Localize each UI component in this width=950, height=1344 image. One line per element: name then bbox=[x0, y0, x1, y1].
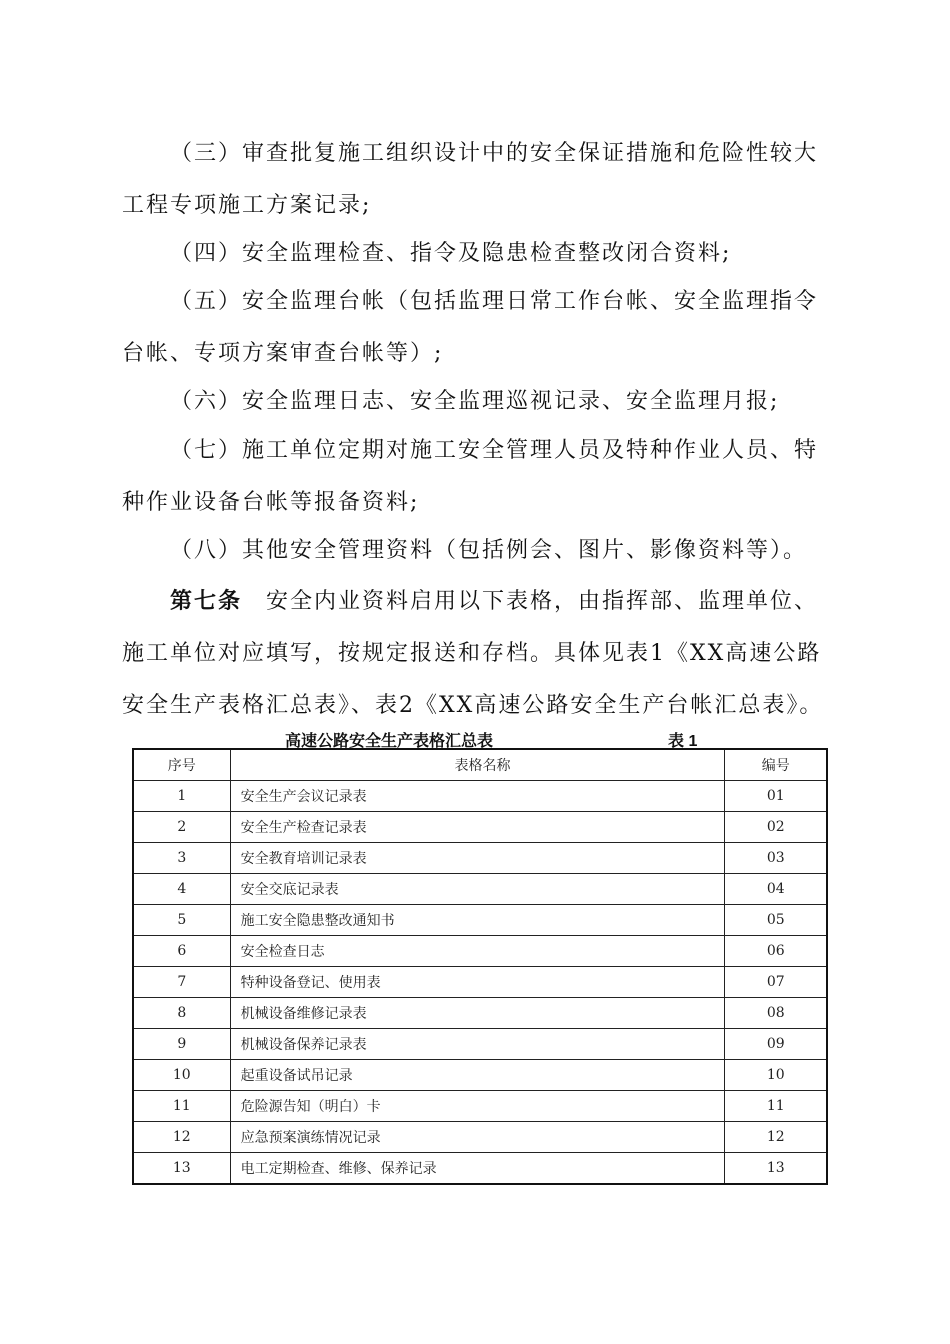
row-code: 07 bbox=[725, 967, 827, 998]
table-caption: 高速公路安全生产表格汇总表 bbox=[285, 733, 494, 750]
row-number: 5 bbox=[133, 905, 230, 936]
header-serial-number: 序号 bbox=[133, 749, 230, 781]
row-code: 09 bbox=[725, 1029, 827, 1060]
row-code: 02 bbox=[725, 812, 827, 843]
table-row bbox=[133, 843, 827, 874]
table-label: 表 1 bbox=[668, 733, 698, 750]
row-number: 3 bbox=[133, 843, 230, 874]
table-row bbox=[133, 781, 827, 812]
row-code: 06 bbox=[725, 936, 827, 967]
header-form-name: 表格名称 bbox=[230, 749, 725, 781]
row-form-name: 电工定期检查、维修、保养记录 bbox=[230, 1153, 725, 1185]
paragraph-item-6: （六）安全监理日志、安全监理巡视记录、安全监理月报; bbox=[170, 389, 780, 414]
row-number: 11 bbox=[133, 1091, 230, 1122]
row-code: 10 bbox=[725, 1060, 827, 1091]
paragraph-item-7: （七）施工单位定期对施工安全管理人员及特种作业人员、特种作业设备台帐等报备资料; bbox=[122, 438, 819, 515]
row-form-name: 安全教育培训记录表 bbox=[230, 843, 725, 874]
row-form-name: 机械设备保养记录表 bbox=[230, 1029, 725, 1060]
row-number: 2 bbox=[133, 812, 230, 843]
row-form-name: 施工安全隐患整改通知书 bbox=[230, 905, 725, 936]
paragraph-item-5: （五）安全监理台帐（包括监理日常工作台帐、安全监理指令台帐、专项方案审查台帐等）; bbox=[122, 289, 819, 366]
table-row bbox=[133, 1060, 827, 1091]
paragraph-item-3: （三）审查批复施工组织设计中的安全保证措施和危险性较大工程专项施工方案记录; bbox=[122, 141, 819, 218]
row-form-name: 安全检查日志 bbox=[230, 936, 725, 967]
row-form-name: 危险源告知（明白）卡 bbox=[230, 1091, 725, 1122]
row-number: 9 bbox=[133, 1029, 230, 1060]
row-code: 12 bbox=[725, 1122, 827, 1153]
row-number: 1 bbox=[133, 781, 230, 812]
row-number: 4 bbox=[133, 874, 230, 905]
row-code: 13 bbox=[725, 1153, 827, 1185]
row-form-name: 安全生产检查记录表 bbox=[230, 812, 725, 843]
row-form-name: 起重设备试吊记录 bbox=[230, 1060, 725, 1091]
row-form-name: 特种设备登记、使用表 bbox=[230, 967, 725, 998]
article-label: 第七条 bbox=[170, 588, 243, 614]
header-code: 编号 bbox=[725, 749, 827, 781]
row-number: 6 bbox=[133, 936, 230, 967]
row-code: 03 bbox=[725, 843, 827, 874]
row-number: 8 bbox=[133, 998, 230, 1029]
table-row bbox=[133, 998, 827, 1029]
forms-summary-table bbox=[132, 748, 828, 1185]
paragraph-item-4: （四）安全监理检查、指令及隐患检查整改闭合资料; bbox=[170, 241, 732, 266]
table-row bbox=[133, 1153, 827, 1185]
table-row bbox=[133, 1091, 827, 1122]
table-row bbox=[133, 905, 827, 936]
row-code: 01 bbox=[725, 781, 827, 812]
article-seven-paragraph bbox=[122, 575, 834, 732]
row-number: 13 bbox=[133, 1153, 230, 1185]
table-row bbox=[133, 1029, 827, 1060]
table-row bbox=[133, 936, 827, 967]
table-row bbox=[133, 874, 827, 905]
table-header-row bbox=[133, 749, 827, 781]
row-code: 05 bbox=[725, 905, 827, 936]
row-code: 11 bbox=[725, 1091, 827, 1122]
row-number: 12 bbox=[133, 1122, 230, 1153]
table-row bbox=[133, 812, 827, 843]
row-form-name: 安全生产会议记录表 bbox=[230, 781, 725, 812]
row-code: 08 bbox=[725, 998, 827, 1029]
row-form-name: 安全交底记录表 bbox=[230, 874, 725, 905]
row-number: 10 bbox=[133, 1060, 230, 1091]
article-text: 安全内业资料启用以下表格，由指挥部、监理单位、施工单位对应填写，按规定报送和存档。具体见表1《XX高速公路安全生产表格汇总表》、表2《XX高速公路安全生产台帐汇总表》。 bbox=[122, 589, 824, 718]
table-row bbox=[133, 967, 827, 998]
row-form-name: 应急预案演练情况记录 bbox=[230, 1122, 725, 1153]
row-number: 7 bbox=[133, 967, 230, 998]
row-form-name: 机械设备维修记录表 bbox=[230, 998, 725, 1029]
paragraph-item-8: （八）其他安全管理资料（包括例会、图片、影像资料等）。 bbox=[170, 538, 808, 563]
row-code: 04 bbox=[725, 874, 827, 905]
table-row bbox=[133, 1122, 827, 1153]
